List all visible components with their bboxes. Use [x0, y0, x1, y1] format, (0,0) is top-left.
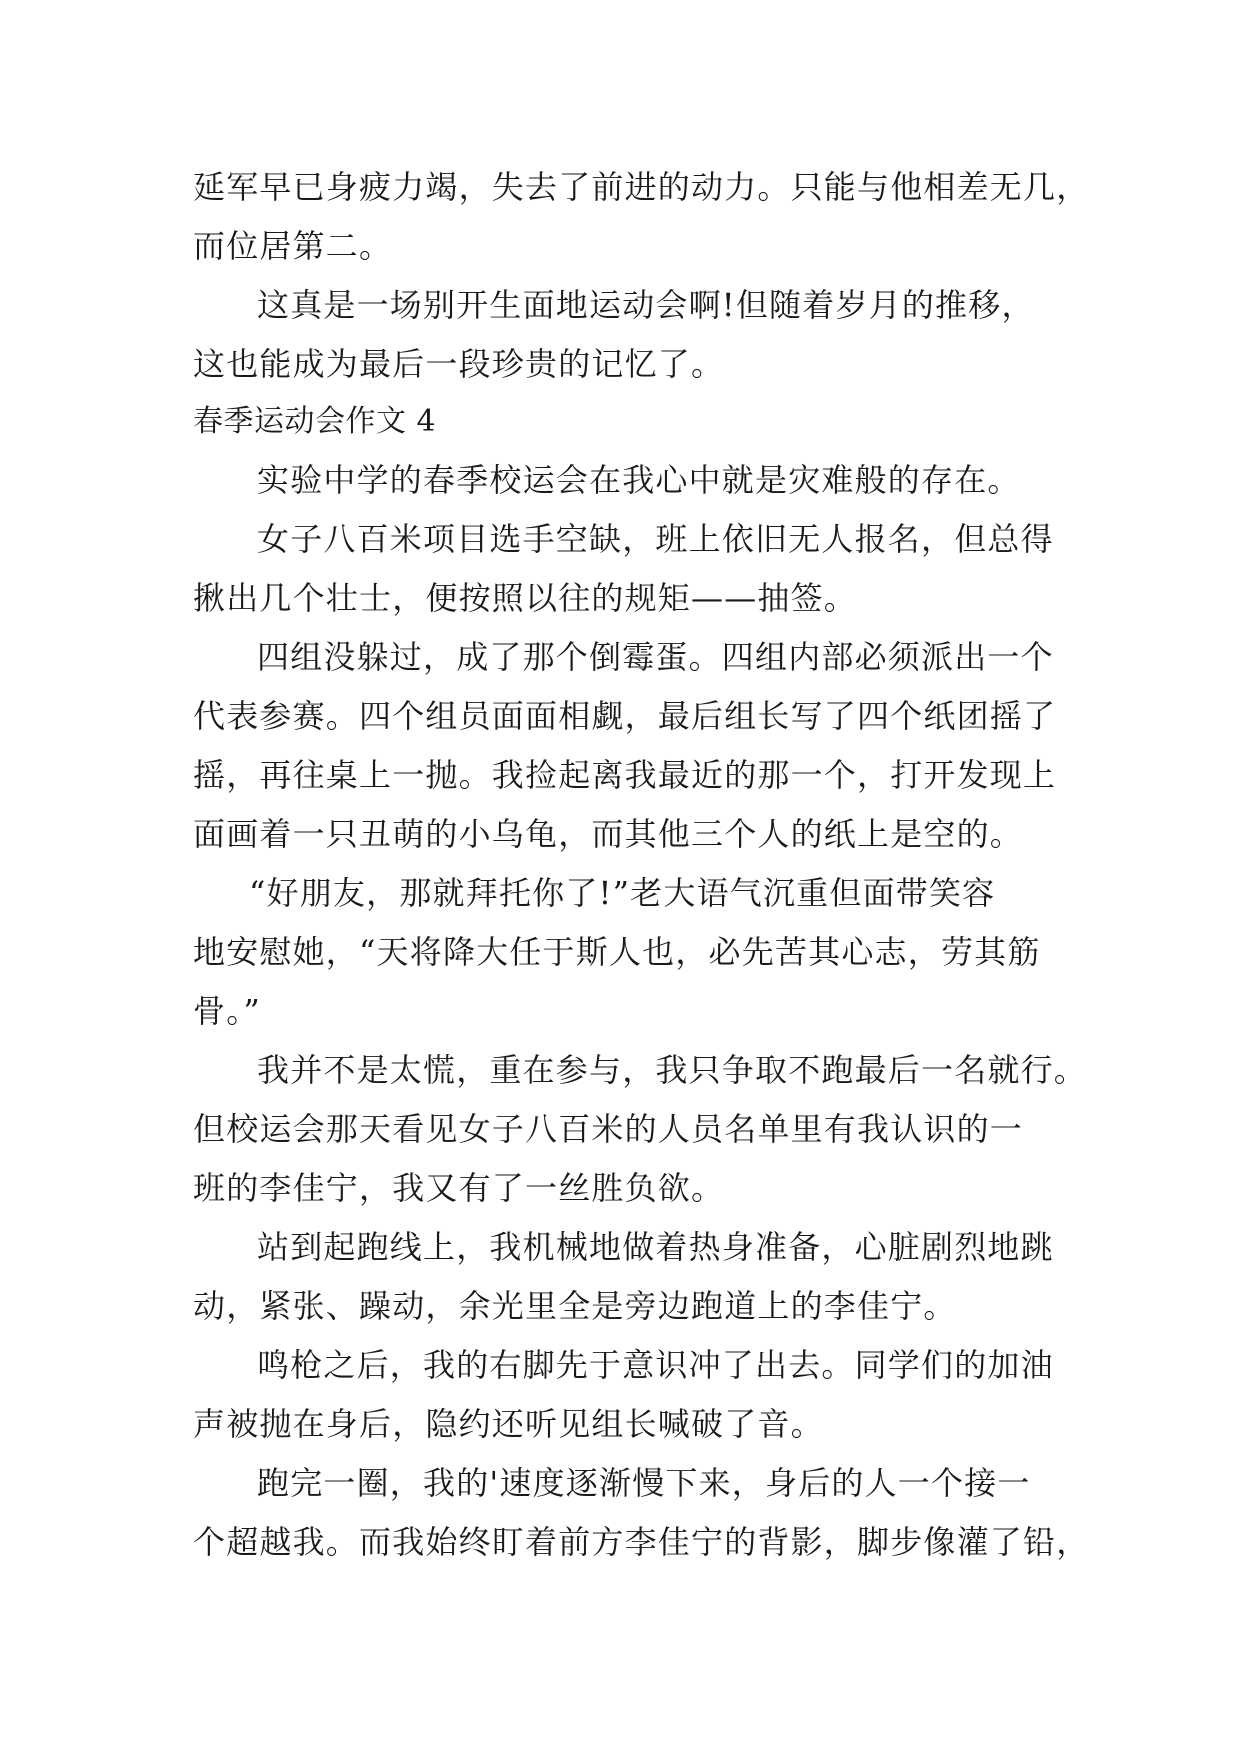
text-line: 地安慰她，“天将降大任于斯人也，必先苦其心志，劳其筋: [193, 933, 1041, 971]
paragraph-first-line: 四组没躲过，成了那个倒霉蛋。四组内部必须派出一个: [257, 638, 1054, 676]
paragraph-first-line: 站到起跑线上，我机械地做着热身准备，心脏剧烈地跳: [257, 1228, 1054, 1266]
text-line: 这也能成为最后一段珍贵的记忆了。: [193, 345, 725, 383]
text-line: 班的李佳宁，我又有了一丝胜负欲。: [193, 1169, 725, 1207]
text-line: 个超越我。而我始终盯着前方李佳宁的背影，脚步像灌了铅，: [193, 1523, 1090, 1561]
text-line: 面画着一只丑萌的小乌龟，而其他三个人的纸上是空的。: [193, 815, 1024, 853]
paragraph-first-line: “好朋友，那就拜托你了!”老大语气沉重但面带笑容: [249, 874, 996, 912]
paragraph-first-line: 实验中学的春季校运会在我心中就是灾难般的存在。: [257, 461, 1021, 499]
text-line: 但校运会那天看见女子八百米的人员名单里有我认识的一: [193, 1110, 1024, 1148]
text-line: 动，紧张、躁动，余光里全是旁边跑道上的李佳宁。: [193, 1287, 957, 1325]
paragraph-first-line: 女子八百米项目选手空缺，班上依旧无人报名，但总得: [257, 520, 1054, 558]
paragraph-first-line: 鸣枪之后，我的右脚先于意识冲了出去。同学们的加油: [257, 1346, 1054, 1384]
text-line: 揪出几个壮士，便按照以往的规矩——抽签。: [193, 579, 858, 617]
paragraph-first-line: 这真是一场别开生面地运动会啊!但随着岁月的推移，: [257, 286, 1035, 324]
text-line: 骨。”: [193, 992, 261, 1030]
text-line: 延军早已身疲力竭，失去了前进的动力。只能与他相差无几，: [193, 168, 1090, 206]
text-line: 摇，再往桌上一抛。我捡起离我最近的那一个，打开发现上: [193, 756, 1057, 794]
text-line: 代表参赛。四个组员面面相觑，最后组长写了四个纸团摇了: [193, 697, 1057, 735]
text-line: 而位居第二。: [193, 227, 393, 265]
section-heading: 春季运动会作文 4: [193, 404, 437, 439]
paragraph-first-line: 跑完一圈，我的'速度逐渐慢下来，身后的人一个接一: [257, 1464, 1031, 1502]
text-line: 声被抛在身后，隐约还听见组长喊破了音。: [193, 1405, 824, 1443]
paragraph-first-line: 我并不是太慌，重在参与，我只争取不跑最后一名就行。: [257, 1051, 1088, 1089]
